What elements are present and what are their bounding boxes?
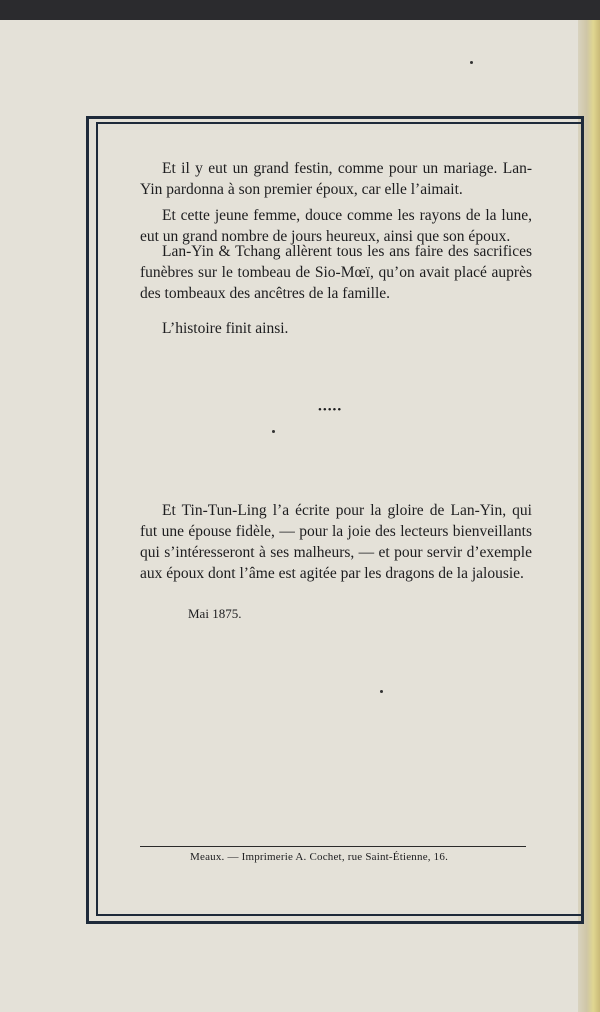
footer-rule [140, 846, 526, 847]
paragraph-3: Lan-Yin & Tchang allèrent tous les ans faire des sacrifices funèbres sur le tombeau de Sio-Mœï, qu’on avait placé auprès des tombeaux des ancêtres de la famille. [140, 243, 532, 302]
printer-imprint: Meaux. — Imprimerie A. Cochet, rue Saint-Étienne, 16. [190, 851, 449, 863]
date-line: Mai 1875. [188, 606, 242, 621]
paragraph-4: L’histoire finit ainsi. [162, 320, 289, 337]
ink-speck [272, 430, 275, 433]
ink-speck [470, 61, 473, 64]
section-ornament: ••••• [318, 404, 343, 416]
paragraph-2: Et cette jeune femme, douce comme les rayons de la lune, eut un grand nombre de jours heureux, ainsi que son époux. [140, 207, 532, 245]
paragraph-1: Et il y eut un grand festin, comme pour un mariage. Lan-Yin pardonna à son premier époux, car elle l’aimait. [140, 160, 532, 198]
closing-paragraph: Et Tin-Tun-Ling l’a écrite pour la gloire de Lan-Yin, qui fut une épouse fidèle, — pour la joie des lecteurs bienveillants qui s’intéresseront à ses malheurs, — et pour servir d’exemple aux époux dont l’âme est agitée par les dragons de la jalousie. [140, 502, 532, 582]
ink-speck [380, 690, 383, 693]
